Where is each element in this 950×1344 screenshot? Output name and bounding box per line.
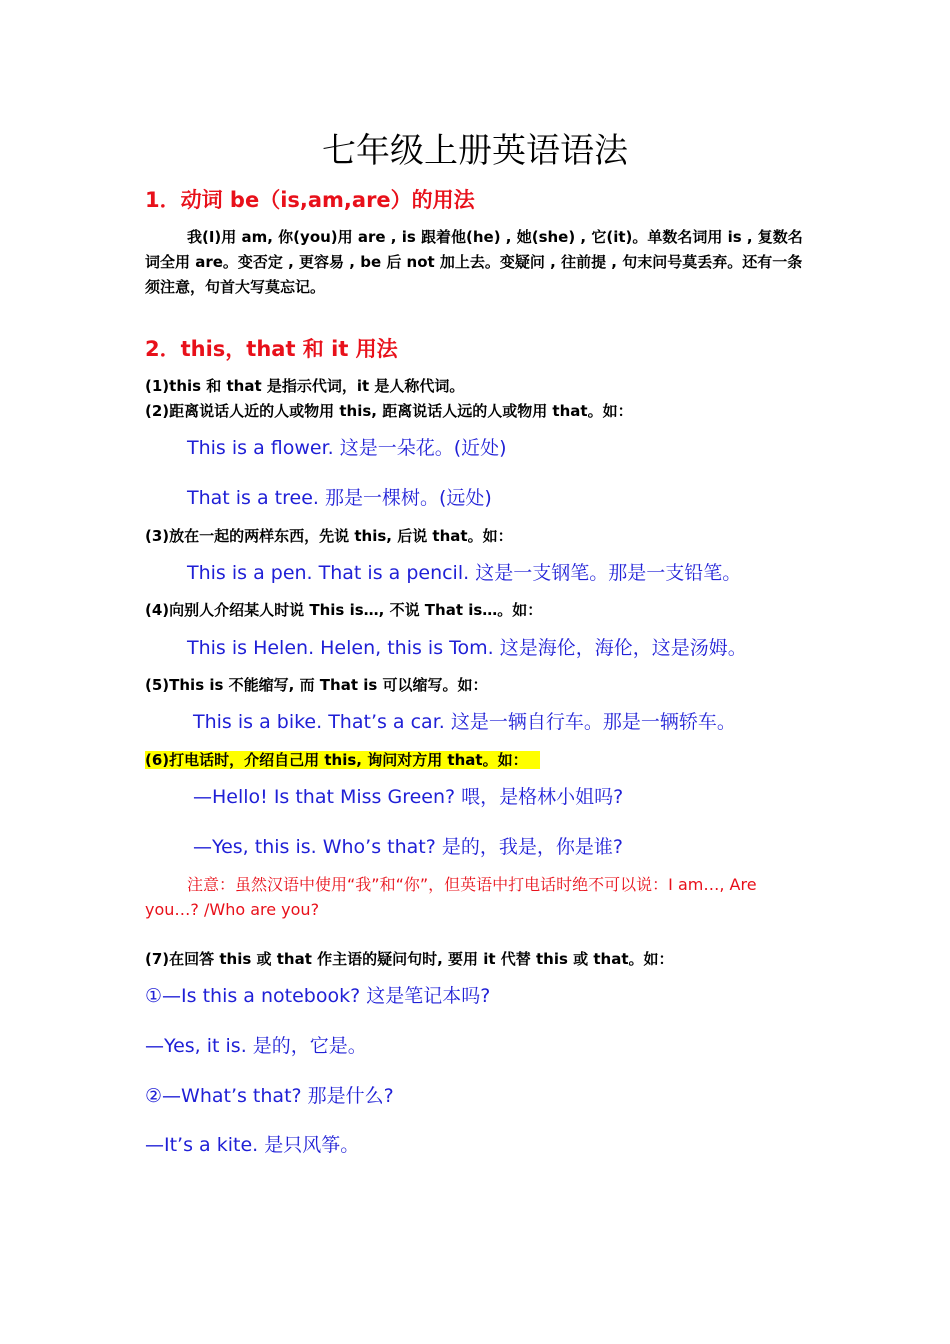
example-notebook-question: ①—Is this a notebook? 这是笔记本吗?	[145, 985, 491, 1007]
rule-3: (3)放在一起的两样东西，先说 this, 后说 that。如：	[145, 527, 513, 545]
example-helen: This is Helen. Helen, this is Tom. 这是海伦，海伦，这是汤姆。	[187, 637, 747, 659]
rule-5: (5)This is 不能缩写, 而 That is 可以缩写。如：	[145, 676, 488, 694]
rule-6	[145, 748, 540, 772]
rule-7: (7)在回答 this 或 that 作主语的疑问句时, 要用 it 代替 this 或 that。如：	[145, 950, 674, 968]
example-flower: This is a flower. 这是一朵花。(近处)	[187, 437, 507, 459]
example-notebook-answer: —Yes, it is. 是的，它是。	[145, 1035, 367, 1057]
document-title: 七年级上册英语语法	[322, 131, 628, 171]
example-kite-answer: —It’s a kite. 是只风筝。	[145, 1134, 360, 1156]
section-2-heading: 2．this，that 和 it 用法	[145, 337, 398, 361]
section-1-heading: 1．动词 be（is,am,are）的用法	[145, 188, 475, 212]
rule-2: (2)距离说话人近的人或物用 this, 距离说话人远的人或物用 that。如：	[145, 402, 633, 420]
highlighted-rule: (6)打电话时，介绍自己用 this, 询问对方用 that。如：	[145, 751, 540, 769]
example-kite-question: ②—What’s that? 那是什么?	[145, 1085, 394, 1107]
example-tree: That is a tree. 那是一棵树。(远处)	[187, 487, 492, 509]
example-bike: This is a bike. That’s a car. 这是一辆自行车。那是一辆轿车。	[193, 711, 736, 733]
section-1-paragraph	[145, 225, 810, 300]
phone-note	[145, 872, 810, 922]
example-phone-question: —Hello! Is that Miss Green? 喂，是格林小姐吗?	[193, 786, 624, 808]
example-pen: This is a pen. That is a pencil. 这是一支钢笔。那是一支铅笔。	[187, 562, 742, 584]
rule-1: (1)this 和 that 是指示代词，it 是人称代词。	[145, 377, 465, 395]
phone-note-text: 注意：虽然汉语中使用“我”和“你”，但英语中打电话时绝不可以说：I am…, Are you…? /Who are you?	[145, 875, 757, 919]
section-1-paragraph-text: 我(I)用 am, 你(you)用 are , is 跟着他(he) , 她(she) , 它(it)。单数名词用 is , 复数名词全用 are。变否定 , 更容易 , be 后 not 加上去。变疑问 , 往前提 , 句末问号莫丢弃。还有一条须注意，句首大写莫忘记。	[145, 228, 803, 296]
example-phone-answer: —Yes, this is. Who’s that? 是的，我是，你是谁?	[193, 836, 623, 858]
rule-4: (4)向别人介绍某人时说 This is…, 不说 That is…。如：	[145, 601, 543, 619]
